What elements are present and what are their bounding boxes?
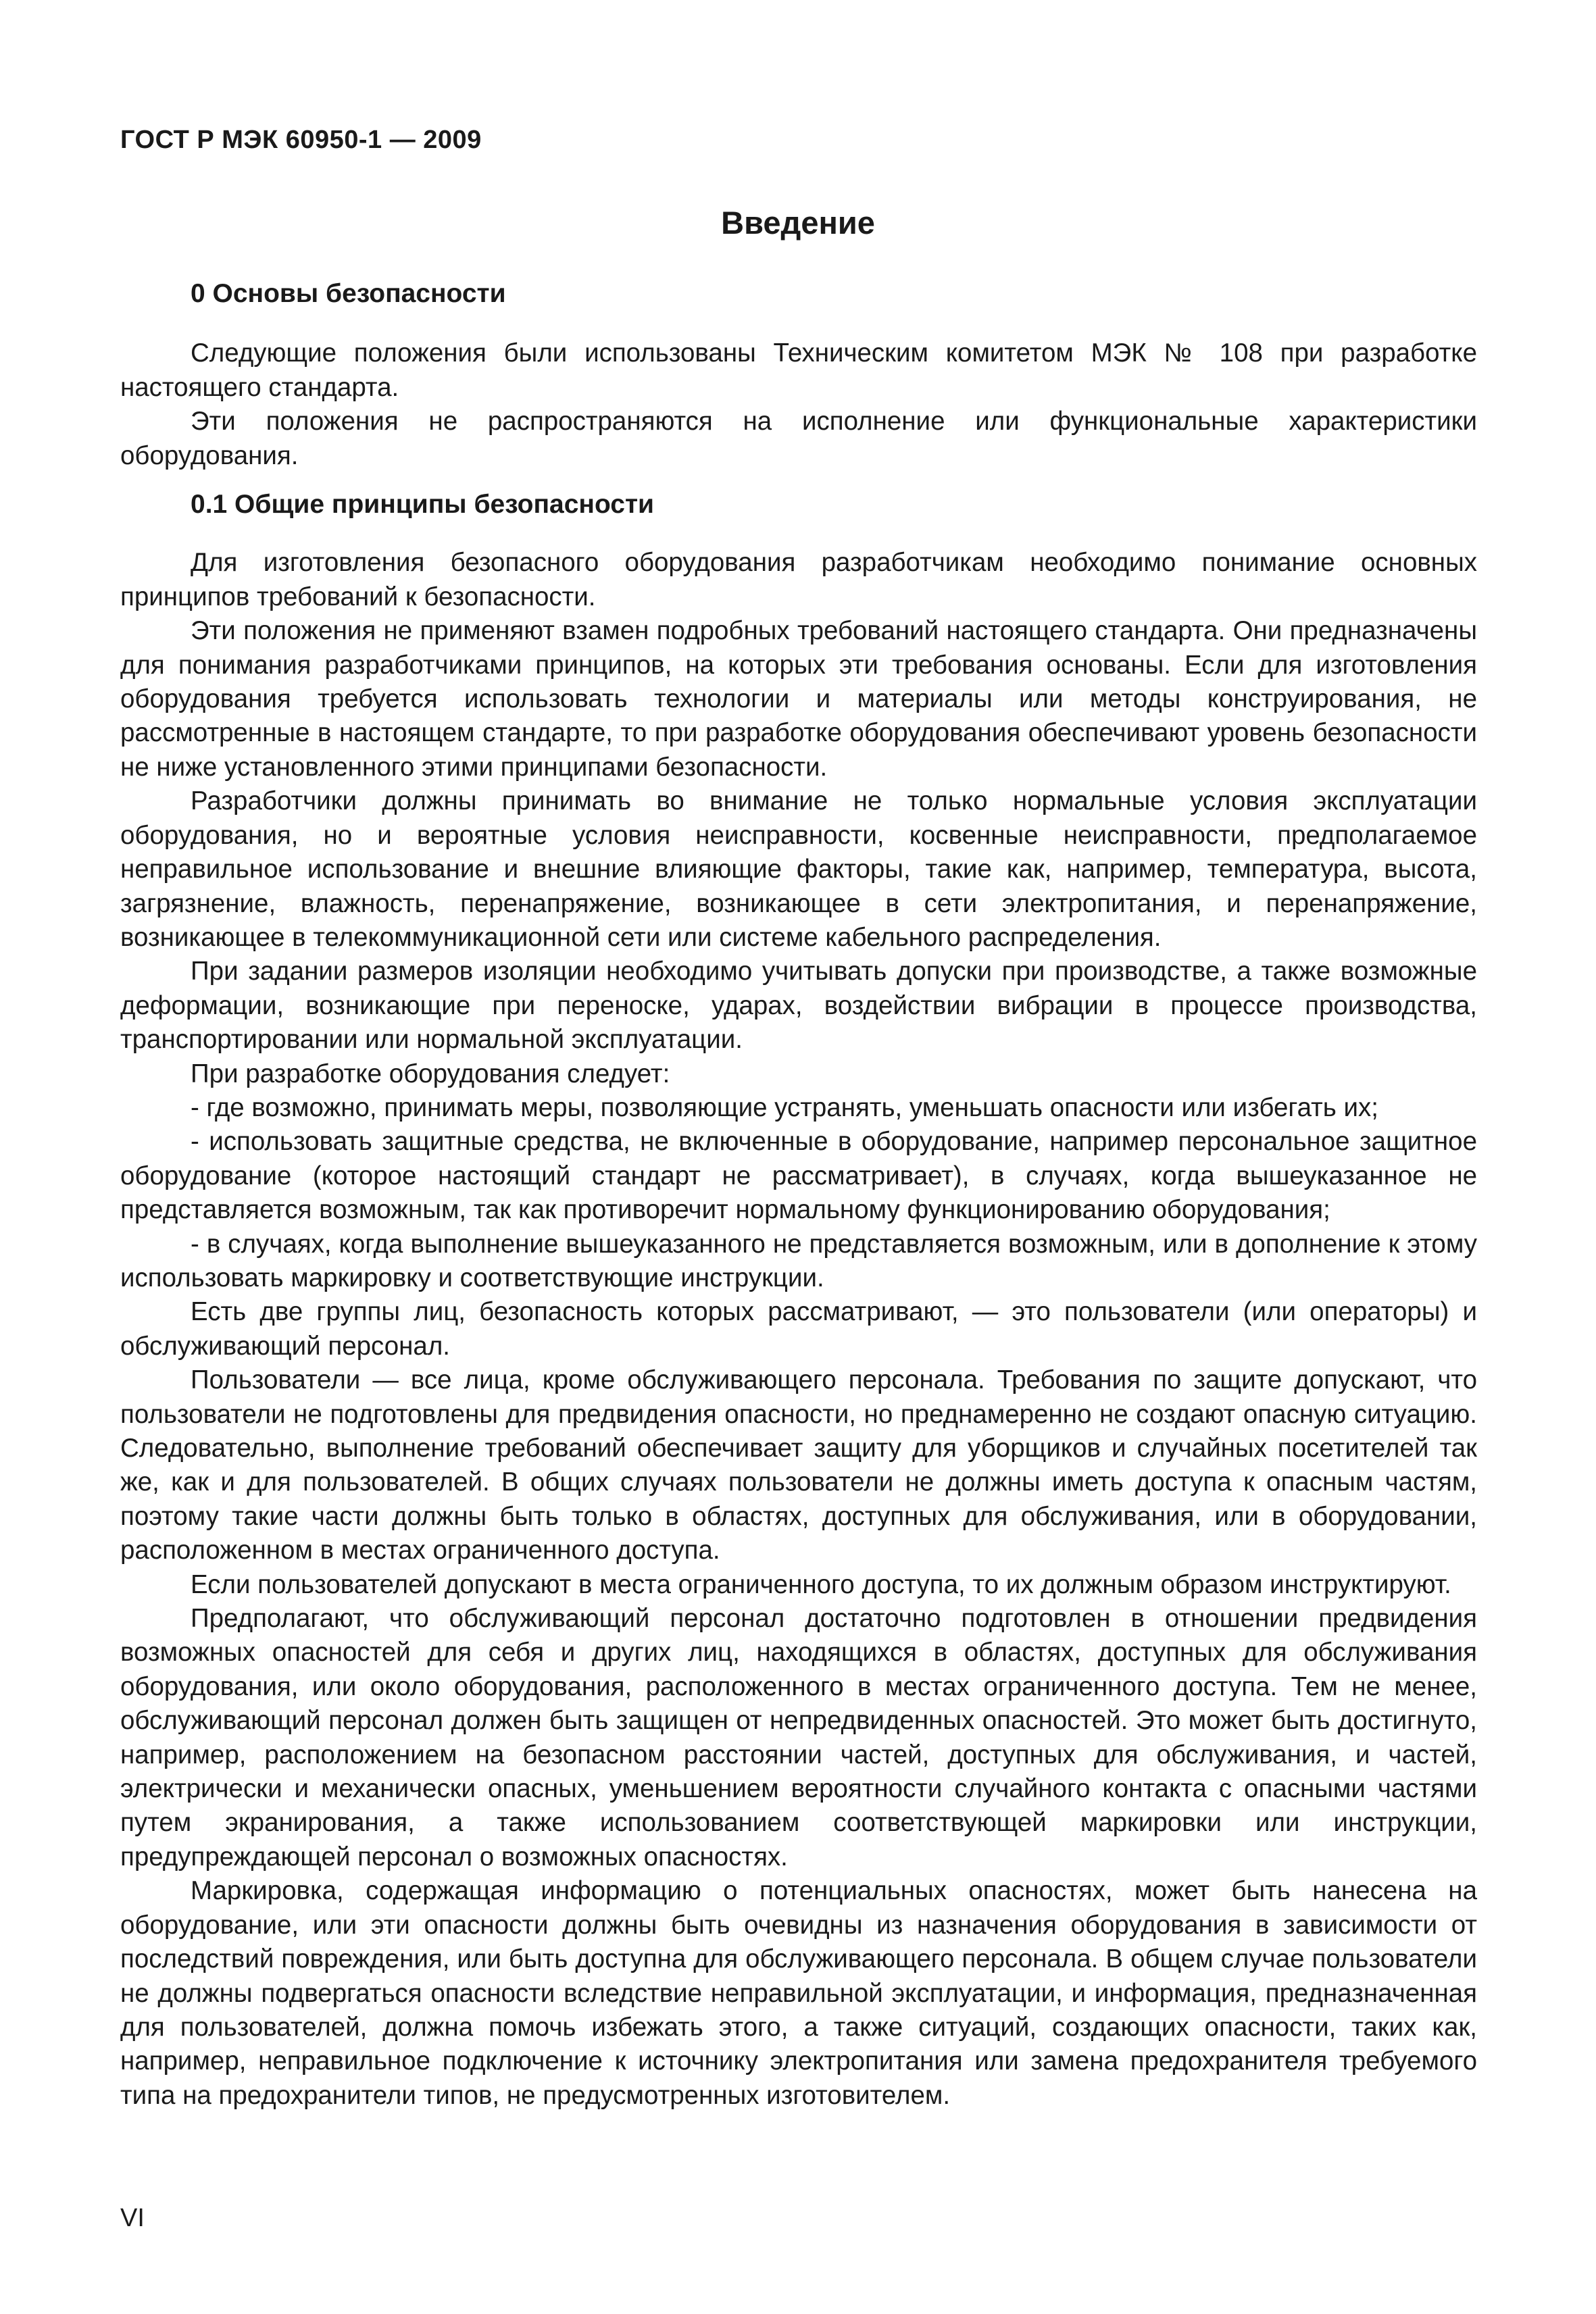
document-body: [120, 277, 1477, 2113]
paragraph: При задании размеров изоляции необходимо учитывать допуски при производстве, а также возможные деформации, возникающие при переноске, ударах, воздействии вибрации в процессе производства, транспортировании или нормальной эксплуатации.: [120, 957, 1477, 1055]
paragraph: Предполагают, что обслуживающий персонал достаточно подготовлен в отношении предвидения возможных опасностей для себя и других лиц, находящихся в областях, доступных для обслуживания оборудования, или около оборудования, расположенного в местах ограниченного доступа. Тем не менее, обслуживающий персонал должен быть защищен от непредвиденных опасностей. Это может быть достигнуто, например, расположением на безопасном расстоянии частей, доступных для обслуживания, и частей, электрически и механически опасных, уменьшением вероятности случайного контакта с опасными частями путем экранирования, а также использованием соответствующей маркировки или инструкции, предупреждающей персонал о возможных опасностях.: [120, 1604, 1477, 1871]
page-title: Введение: [721, 205, 875, 241]
paragraph: Эти положения не распространяются на исполнение или функциональные характеристики оборудования.: [120, 407, 1477, 470]
document-code: ГОСТ Р МЭК 60950-1 — 2009: [120, 126, 482, 154]
paragraph: Если пользователей допускают в места ограниченного доступа, то их должным образом инструктируют.: [191, 1569, 1451, 1599]
section-heading: 0 Основы безопасности: [191, 279, 506, 308]
page-number: VI: [120, 2204, 145, 2232]
paragraph: Для изготовления безопасного оборудования разработчикам необходимо понимание основных принципов требований к безопасности.: [120, 548, 1477, 611]
list-item: - в случаях, когда выполнение вышеуказанного не представляется возможным, или в дополнение к этому использовать маркировку и соответствующие инструкции.: [120, 1229, 1477, 1292]
paragraph: Эти положения не применяют взамен подробных требований настоящего стандарта. Они предназначены для понимания разработчиками принципов, на которых эти требования основаны. Если для изготовления оборудования требуется использовать технологии и материалы или методы конструирования, не рассмотренные в настоящем стандарте, то при разработке оборудования обеспечивают уровень безопасности не ниже установленного этими принципами безопасности.: [120, 616, 1477, 782]
paragraph: Маркировка, содержащая информацию о потенциальных опасностях, может быть нанесена на оборудование, или эти опасности должны быть очевидны из назначения оборудования в зависимости от последствий повреждения, или быть доступна для обслуживающего персонала. В общем случае пользователи не должны подвергаться опасности вследствие неправильной эксплуатации, и информация, предназначенная для пользователей, должна помочь избежать этого, а также ситуаций, создающих опасности, таких как, например, неправильное подключение к источнику электропитания или замена предохранителя требуемого типа на предохранители типов, не предусмотренных изготовителем.: [120, 1876, 1477, 2110]
paragraph: Разработчики должны принимать во внимание не только нормальные условия эксплуатации оборудования, но и вероятные условия неисправности, косвенные неисправности, предполагаемое неправильное использование и внешние влияющие факторы, такие как, например, температура, высота, загрязнение, влажность, перенапряжение, возникающее в сети электропитания, и перенапряжение, возникающее в телекоммуникационной сети или системе кабельного распределения.: [120, 786, 1477, 952]
paragraph: При разработке оборудования следует:: [191, 1059, 670, 1088]
list-item: - использовать защитные средства, не включенные в оборудование, например персональное защитное оборудование (которое настоящий стандарт не рассматривает), в случаях, когда вышеуказанное не представляется возможным, так как противоречит нормальному функционированию оборудования;: [120, 1127, 1477, 1225]
paragraph: Есть две группы лиц, безопасность которых рассматривают, — это пользователи (или операторы) и обслуживающий персонал.: [120, 1297, 1477, 1361]
section-heading: 0.1 Общие принципы безопасности: [191, 490, 655, 520]
list-item: - где возможно, принимать меры, позволяющие устранять, уменьшать опасности или избегать их;: [191, 1092, 1378, 1122]
paragraph: Следующие положения были использованы Техническим комитетом МЭК № 108 при разработке настоящего стандарта.: [120, 338, 1477, 402]
paragraph: Пользователи — все лица, кроме обслуживающего персонала. Требования по защите допускают, что пользователи не подготовлены для предвидения опасности, но преднамеренно не создают опасную ситуацию. Следовательно, выполнение требований обеспечивает защиту для уборщиков и случайных посетителей так же, как и для пользователей. В общих случаях пользователи не должны иметь доступа к опасным частям, поэтому такие части должны быть только в областях, доступных для обслуживания, или в оборудовании, расположенном в местах ограниченного доступа.: [120, 1365, 1477, 1565]
